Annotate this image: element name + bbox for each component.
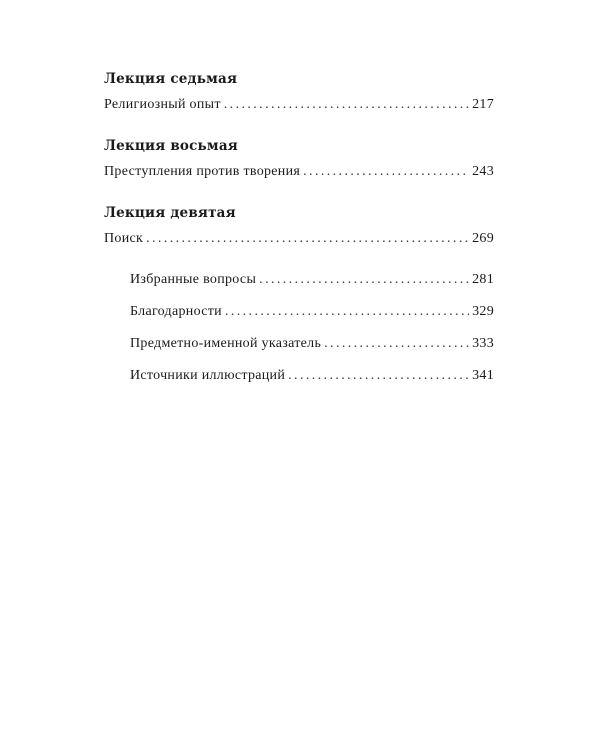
lecture-section-ninth bbox=[104, 204, 494, 248]
page-number: 269 bbox=[472, 231, 494, 246]
entry-title: Преступления против творения bbox=[104, 164, 301, 179]
entry-title: Источники иллюстраций bbox=[130, 368, 286, 383]
entry-title: Избранные вопросы bbox=[130, 272, 257, 287]
page-number: 329 bbox=[472, 304, 494, 319]
page-number: 341 bbox=[472, 368, 494, 383]
toc-entry-illustration-sources[interactable] bbox=[130, 367, 494, 385]
lecture-heading: Лекция девятая bbox=[104, 205, 236, 221]
lecture-section-seventh bbox=[104, 70, 494, 114]
dot-leader bbox=[259, 271, 469, 289]
toc-entry-index[interactable] bbox=[130, 335, 494, 353]
entry-title: Поиск bbox=[104, 231, 144, 246]
dot-leader bbox=[324, 335, 469, 353]
dot-leader bbox=[225, 303, 469, 321]
appendix-section bbox=[130, 271, 494, 385]
table-of-contents bbox=[104, 70, 494, 399]
dot-leader bbox=[224, 96, 469, 114]
toc-entry[interactable] bbox=[104, 163, 494, 181]
lecture-heading: Лекция восьмая bbox=[104, 138, 238, 154]
entry-title: Благодарности bbox=[130, 304, 222, 319]
toc-entry[interactable] bbox=[104, 230, 494, 248]
toc-entry-selected-questions[interactable] bbox=[130, 271, 494, 289]
page-number: 281 bbox=[472, 272, 494, 287]
entry-title: Предметно-именной указатель bbox=[130, 336, 322, 351]
dot-leader bbox=[288, 367, 469, 385]
lecture-heading: Лекция седьмая bbox=[104, 71, 238, 87]
page-number: 333 bbox=[472, 336, 494, 351]
page-number: 243 bbox=[472, 164, 494, 179]
page-number: 217 bbox=[472, 97, 494, 112]
dot-leader bbox=[146, 230, 469, 248]
entry-title: Религиозный опыт bbox=[104, 97, 221, 112]
toc-entry-acknowledgements[interactable] bbox=[130, 303, 494, 321]
toc-entry[interactable] bbox=[104, 96, 494, 114]
lecture-section-eighth bbox=[104, 137, 494, 181]
dot-leader bbox=[303, 163, 469, 181]
